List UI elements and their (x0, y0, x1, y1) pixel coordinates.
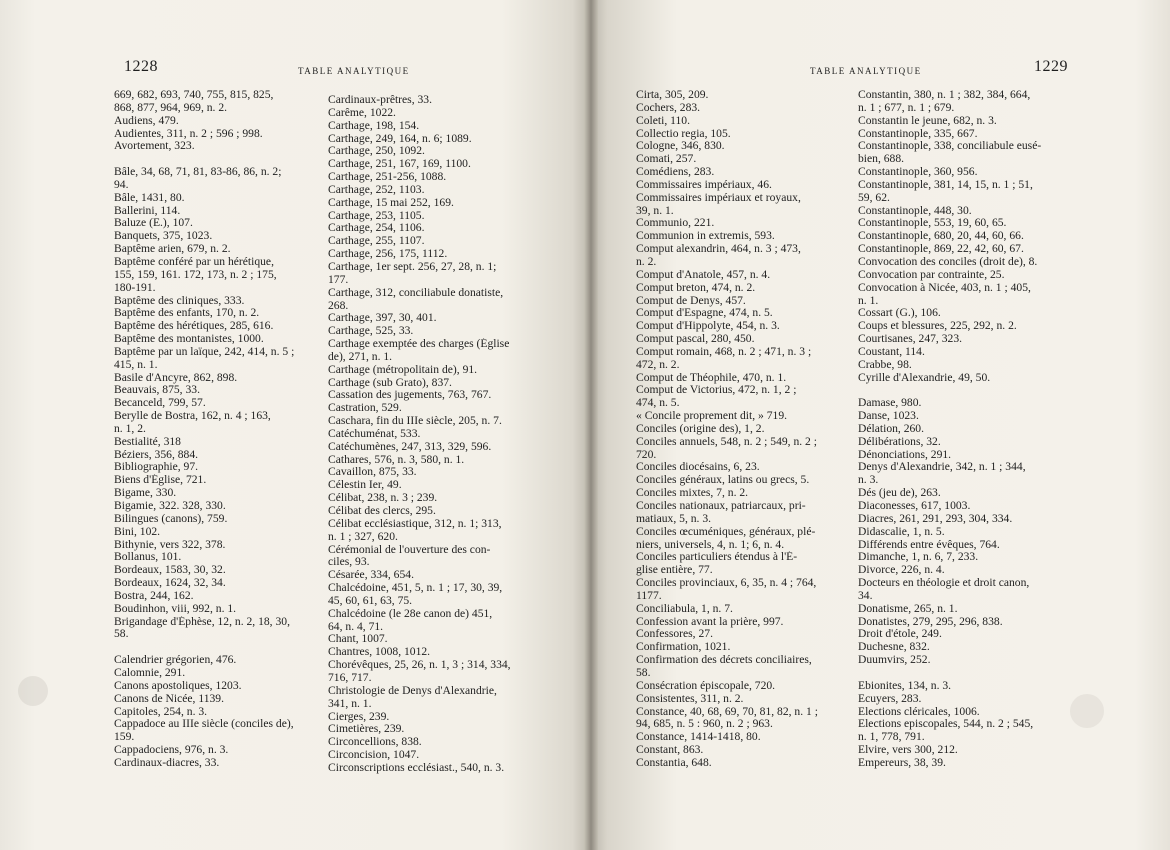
index-entry-line: Comput romain, 468, n. 2 ; 471, n. 3 ; (636, 345, 812, 358)
index-entry-line: glise entière, 77. (636, 564, 713, 577)
index-entry-line: Cossart (G.), 106. (858, 307, 941, 320)
index-entry-line: Carthage, 198, 154. (328, 119, 420, 132)
index-entry-line: Chalcédoine, 451, 5, n. 1 ; 17, 30, 39, (328, 582, 503, 595)
index-column-right-2 (858, 89, 1068, 770)
index-entry-line: 415, n. 1. (114, 358, 158, 371)
index-entry-line: Célibat, 238, n. 3 ; 239. (328, 492, 438, 505)
index-entry-line: Cavaillon, 875, 33. (328, 466, 417, 479)
index-entry-line: Délation, 260. (858, 422, 925, 435)
index-entry-line: Crabbe, 98. (858, 358, 912, 371)
index-entry-line: Conciles généraux, latins ou grecs, 5. (636, 474, 810, 487)
index-entry-line: 268. (328, 299, 349, 312)
index-entry-line: Cyrille d'Alexandrie, 49, 50. (858, 371, 991, 384)
index-entry-line: 94, 685, n. 5 : 960, n. 2 ; 963. (636, 718, 773, 731)
index-entry-line: Conciles mixtes, 7, n. 2. (636, 487, 749, 500)
index-entry-line: Danse, 1023. (858, 410, 919, 423)
index-entry-line: Castration, 529. (328, 402, 402, 415)
index-entry-line: Courtisanes, 247, 323. (858, 333, 963, 346)
index-entry-line: Comput d'Anatole, 457, n. 4. (636, 268, 771, 281)
index-entry-line: Bigamie, 322. 328, 330. (114, 500, 226, 512)
index-entry-line: Constantinople, 448, 30. (858, 204, 972, 217)
index-entry-line: Commissaires impériaux et royaux, (636, 191, 801, 204)
index-entry-line: Comput de Denys, 457. (636, 294, 746, 307)
index-entry-line: Collectio regia, 105. (636, 127, 731, 140)
index-entry-line: Baptême des hérétiques, 285, 616. (114, 320, 274, 333)
index-entry-line: 868, 877, 964, 969, n. 2. (114, 101, 228, 114)
index-entry-line: Becanceld, 799, 57. (114, 397, 206, 410)
index-entry-line: Constantinople, 360, 956. (858, 166, 978, 179)
index-column-left-1 (114, 89, 332, 770)
index-entry-line: Carthage, 249, 164, n. 6; 1089. (328, 132, 472, 145)
index-entry-line: Bithynie, vers 322, 378. (114, 538, 226, 551)
index-entry-line: 159. (114, 731, 135, 744)
page-smudge (18, 676, 48, 706)
index-entry-line: Baluze (E.), 107. (114, 217, 193, 230)
index-entry-line: Célibat des clercs, 295. (328, 505, 436, 517)
index-entry-line: 177. (328, 273, 349, 286)
running-head-right: TABLE ANALYTIQUE (810, 66, 922, 76)
index-entry-line: n. 2. (636, 255, 657, 268)
index-entry-line: Conciles diocésains, 6, 23. (636, 461, 760, 474)
index-entry-line: Baptême arien, 679, n. 2. (114, 243, 231, 256)
index-entry-line: Chorévêques, 25, 26, n. 1, 3 ; 314, 334, (328, 659, 511, 672)
index-entry-line: niers, universels, 4, n. 1; 6, n. 4. (636, 538, 785, 551)
index-entry-line: Convocation à Nicée, 403, n. 1 ; 405, (858, 281, 1031, 294)
index-entry-line: Célestin Ier, 49. (328, 479, 402, 492)
index-entry-line: Coups et blessures, 225, 292, n. 2. (858, 320, 1017, 333)
index-entry-line: Ballerini, 114. (114, 204, 181, 217)
index-entry-line: Carthage, 1er sept. 256, 27, 28, n. 1; (328, 260, 497, 273)
index-entry-line: de), 271, n. 1. (328, 350, 393, 363)
index-entry-line: Carthage, 15 mai 252, 169. (328, 196, 454, 209)
index-entry-line: « Concile proprement dit, » 719. (636, 410, 788, 423)
index-entry-line: 341, n. 1. (328, 697, 372, 710)
index-entry-line: Conciles nationaux, patriarcaux, pri- (636, 500, 806, 512)
index-entry-line: Comput pascal, 280, 450. (636, 333, 755, 346)
index-entry-line: Elections episcopales, 544, n. 2 ; 545, (858, 718, 1034, 731)
index-entry-line: Chantres, 1008, 1012. (328, 646, 431, 659)
index-blank-line (858, 384, 1068, 397)
index-entry-line: Carthage, 397, 30, 401. (328, 312, 437, 325)
index-entry-line: Boudinhon, viii, 992, n. 1. (114, 602, 237, 615)
index-entry-line: Cirta, 305, 209. (636, 89, 709, 101)
index-entry-line: Bollanus, 101. (114, 551, 182, 564)
index-entry-line: 39, n. 1. (636, 204, 674, 217)
index-entry-line: Confessores, 27. (636, 628, 713, 641)
index-entry-line: Carthage, 252, 1103. (328, 183, 425, 196)
index-entry-line: 64, n. 4, 71. (328, 620, 384, 633)
index-entry-line: Bordeaux, 1583, 30, 32. (114, 564, 226, 577)
index-entry-line: Christologie de Denys d'Alexandrie, (328, 684, 497, 697)
index-entry-line: 45, 60, 61, 63, 75. (328, 594, 413, 607)
index-entry-line: Carthage, 254, 1106. (328, 222, 425, 235)
index-entry-line: Dés (jeu de), 263. (858, 487, 941, 500)
index-entry-line: n. 1, 2. (114, 422, 146, 435)
index-entry-line: Chalcédoine (le 28e canon de) 451, (328, 607, 493, 620)
index-entry-line: Damase, 980. (858, 397, 922, 410)
index-entry-line: Communion in extremis, 593. (636, 230, 775, 243)
index-entry-line: Beauvais, 875, 33. (114, 384, 200, 397)
index-entry-line: Constantinople, 553, 19, 60, 65. (858, 217, 1007, 230)
index-entry-line: Baptême par un laïque, 242, 414, n. 5 ; (114, 345, 295, 358)
index-entry-line: Commissaires impériaux, 46. (636, 178, 772, 191)
index-entry-line: Béziers, 356, 884. (114, 448, 199, 461)
index-entry-line: Consécration épiscopale, 720. (636, 679, 776, 692)
index-entry-line: Caschara, fin du IIIe siècle, 205, n. 7. (328, 415, 502, 428)
index-entry-line: Diacres, 261, 291, 293, 304, 334. (858, 512, 1013, 525)
index-entry-line: ciles, 93. (328, 556, 370, 569)
index-blank-line (114, 153, 332, 166)
index-entry-line: Comput alexandrin, 464, n. 3 ; 473, (636, 243, 801, 256)
index-entry-line: Baptême des enfants, 170, n. 2. (114, 307, 260, 320)
index-entry-line: Coustant, 114. (858, 345, 925, 358)
index-entry-line: Carthage (métropolitain de), 91. (328, 363, 478, 376)
index-entry-line: 34. (858, 589, 873, 602)
index-entry-line: Comput de Victorius, 472, n. 1, 2 ; (636, 384, 797, 397)
index-entry-line: Carthage, 251-256, 1088. (328, 171, 447, 184)
index-entry-line: Constantinople, 869, 22, 42, 60, 67. (858, 243, 1024, 256)
index-entry-line: bien, 688. (858, 153, 905, 166)
index-entry-line: n. 1, 778, 791. (858, 731, 925, 744)
index-entry-line: Conciles (origine des), 1, 2. (636, 422, 765, 435)
running-head-left: TABLE ANALYTIQUE (298, 66, 410, 76)
index-entry-line: Carthage exemptée des charges (Église (328, 338, 510, 351)
index-entry-line: Comput breton, 474, n. 2. (636, 281, 756, 294)
index-entry-line: Bâle, 34, 68, 71, 81, 83-86, 86, n. 2; (114, 166, 282, 179)
index-entry-line: Dénonciations, 291. (858, 448, 952, 461)
index-entry-line: Convocation par contrainte, 25. (858, 268, 1005, 281)
index-entry-line: Biens d'Église, 721. (114, 474, 207, 487)
index-entry-line: matiaux, 5, n. 3. (636, 512, 712, 525)
index-entry-line: 59, 62. (858, 191, 890, 204)
index-entry-line: Bigame, 330. (114, 487, 177, 500)
index-entry-line: Cardinaux-diacres, 33. (114, 756, 220, 769)
index-entry-line: Circoncision, 1047. (328, 749, 420, 762)
index-entry-line: Conciles annuels, 548, n. 2 ; 549, n. 2 ; (636, 435, 817, 448)
index-entry-line: 1177. (636, 589, 662, 602)
index-entry-line: 180-191. (114, 281, 156, 294)
index-entry-line: Carthage, 525, 33. (328, 325, 414, 338)
index-entry-line: Carthage, 312, conciliabule donatiste, (328, 286, 504, 299)
index-entry-line: Carême, 1022. (328, 106, 396, 119)
index-entry-line: 58. (114, 628, 129, 641)
index-blank-line (858, 667, 1068, 680)
index-entry-line: Circoncellions, 838. (328, 736, 422, 749)
index-entry-line: Confirmation, 1021. (636, 641, 731, 654)
index-entry-line: Docteurs en théologie et droit canon, (858, 577, 1030, 590)
index-entry-line: Banquets, 375, 1023. (114, 230, 213, 243)
index-entry-line: Carthage, 255, 1107. (328, 235, 425, 248)
index-entry-line: Diaconesses, 617, 1003. (858, 500, 971, 512)
index-entry-line: Constantinople, 381, 14, 15, n. 1 ; 51, (858, 178, 1033, 191)
index-entry-line: 155, 159, 161. 172, 173, n. 2 ; 175, (114, 268, 277, 281)
index-entry-line: Confirmation des décrets conciliaires, (636, 654, 812, 667)
index-entry-line: Didascalie, 1, n. 5. (858, 525, 945, 538)
index-entry-line: 58. (636, 666, 651, 679)
index-entry-line: Avortement, 323. (114, 140, 195, 153)
index-entry-line: 472, n. 2. (636, 358, 680, 371)
index-entry-line: Cardinaux-prêtres, 33. (328, 94, 432, 106)
index-entry-line: Bestialité, 318 (114, 435, 181, 448)
index-entry-line: 720. (636, 448, 657, 461)
index-entry-line: 669, 682, 693, 740, 755, 815, 825, (114, 89, 274, 101)
index-entry-line: Constant, 863. (636, 744, 704, 757)
index-entry-line: Cappadoce au IIIe siècle (conciles de), (114, 718, 294, 731)
index-entry-line: Berylle de Bostra, 162, n. 4 ; 163, (114, 410, 271, 423)
index-entry-line: Ecuyers, 283. (858, 692, 922, 705)
index-entry-line: Coleti, 110. (636, 114, 690, 127)
index-entry-line: Comput d'Hippolyte, 454, n. 3. (636, 320, 780, 333)
index-entry-line: Circonscriptions ecclésiast., 540, n. 3. (328, 761, 505, 774)
index-entry-line: Canons apostoliques, 1203. (114, 679, 242, 692)
index-entry-line: Différends entre évêques, 764. (858, 538, 1000, 551)
index-entry-line: Célibat ecclésiastique, 312, n. 1; 313, (328, 517, 502, 530)
index-entry-line: Empereurs, 38, 39. (858, 756, 946, 769)
index-entry-line: Brigandage d'Éphèse, 12, n. 2, 18, 30, (114, 615, 290, 628)
index-entry-line: Basile d'Ancyre, 862, 898. (114, 371, 238, 384)
index-entry-line: Carthage, 250, 1092. (328, 145, 425, 158)
index-entry-line: Communio, 221. (636, 217, 715, 230)
page-number-left: 1228 (124, 58, 158, 75)
index-entry-line: Délibérations, 32. (858, 435, 941, 448)
index-entry-line: Conciles provinciaux, 6, 35, n. 4 ; 764, (636, 577, 817, 590)
index-entry-line: Cochers, 283. (636, 101, 701, 114)
right-page (590, 0, 1170, 850)
index-entry-line: Elections cléricales, 1006. (858, 705, 980, 718)
index-entry-line: Cathares, 576, n. 3, 580, n. 1. (328, 453, 465, 466)
index-entry-line: Comédiens, 283. (636, 166, 715, 179)
index-entry-line: Capitoles, 254, n. 3. (114, 705, 208, 718)
index-entry-line: Constantinople, 335, 667. (858, 127, 978, 140)
index-entry-line: Baptême des cliniques, 333. (114, 294, 245, 307)
index-entry-line: Calendrier grégorien, 476. (114, 654, 237, 667)
index-entry-line: Chant, 1007. (328, 633, 388, 646)
index-column-right-1 (636, 89, 856, 770)
index-entry-line: Consistentes, 311, n. 2. (636, 692, 744, 705)
index-entry-line: Cologne, 346, 830. (636, 140, 725, 153)
index-entry-line: Carthage, 256, 175, 1112. (328, 248, 448, 261)
index-column-left-2 (328, 94, 554, 775)
index-entry-line: Carthage, 251, 167, 169, 1100. (328, 158, 471, 171)
index-entry-line: Conciliabula, 1, n. 7. (636, 602, 733, 615)
index-entry-line: n. 3. (858, 474, 879, 487)
page-smudge (1070, 694, 1104, 728)
index-entry-line: Bostra, 244, 162. (114, 589, 194, 602)
index-entry-line: 94. (114, 178, 129, 191)
index-entry-line: Donatistes, 279, 295, 296, 838. (858, 615, 1003, 628)
index-entry-line: Bordeaux, 1624, 32, 34. (114, 577, 226, 590)
index-entry-line: n. 1. (858, 294, 879, 307)
index-entry-line: Constance, 40, 68, 69, 70, 81, 82, n. 1 ; (636, 705, 818, 718)
index-entry-line: Carthage, 253, 1105. (328, 209, 425, 222)
index-entry-line: Carthage (sub Grato), 837. (328, 376, 452, 389)
index-entry-line: Constantinople, 338, conciliabule eusé- (858, 140, 1042, 153)
index-entry-line: Elvire, vers 300, 212. (858, 744, 958, 757)
index-entry-line: Dimanche, 1, n. 6, 7, 233. (858, 551, 979, 564)
book-gutter (584, 0, 598, 850)
index-entry-line: 474, n. 5. (636, 397, 680, 410)
index-entry-line: Constantin le jeune, 682, n. 3. (858, 114, 997, 127)
index-entry-line: Ebionites, 134, n. 3. (858, 679, 952, 692)
index-entry-line: Comput d'Espagne, 474, n. 5. (636, 307, 773, 320)
index-entry-line: Comati, 257. (636, 153, 697, 166)
index-entry-line: Catéchumènes, 247, 313, 329, 596. (328, 440, 492, 453)
index-entry-line: Baptême conféré par un hérétique, (114, 255, 274, 268)
index-entry-line: Cérémonial de l'ouverture des con- (328, 543, 491, 556)
index-entry-line: Conciles œcuméniques, généraux, plé- (636, 525, 816, 538)
index-entry-line: Confession avant la prière, 997. (636, 615, 784, 628)
index-entry-line: Calomnie, 291. (114, 666, 186, 679)
index-entry-line: Constance, 1414-1418, 80. (636, 731, 761, 744)
page-number-right: 1229 (1034, 58, 1068, 75)
index-blank-line (114, 641, 332, 654)
index-entry-line: Donatisme, 265, n. 1. (858, 602, 958, 615)
index-entry-line: Audientes, 311, n. 2 ; 596 ; 998. (114, 127, 263, 140)
index-entry-line: Constantin, 380, n. 1 ; 382, 384, 664, (858, 89, 1031, 101)
index-entry-line: Constantia, 648. (636, 756, 712, 769)
index-entry-line: Cierges, 239. (328, 710, 390, 723)
index-entry-line: Divorce, 226, n. 4. (858, 564, 945, 577)
index-entry-line: n. 1 ; 677, n. 1 ; 679. (858, 101, 955, 114)
index-entry-line: Bibliographie, 97. (114, 461, 199, 474)
index-entry-line: Duchesne, 832. (858, 641, 930, 654)
index-entry-line: 716, 717. (328, 671, 372, 684)
index-entry-line: n. 1 ; 327, 620. (328, 530, 398, 543)
index-entry-line: Bini, 102. (114, 525, 161, 538)
index-entry-line: Catéchuménat, 533. (328, 427, 421, 440)
index-entry-line: Cappadociens, 976, n. 3. (114, 744, 229, 757)
index-entry-line: Denys d'Alexandrie, 342, n. 1 ; 344, (858, 461, 1026, 474)
index-entry-line: Audiens, 479. (114, 114, 179, 127)
index-entry-line: Duumvirs, 252. (858, 654, 931, 667)
index-entry-line: Bilingues (canons), 759. (114, 512, 228, 525)
index-entry-line: Canons de Nicée, 1139. (114, 692, 225, 705)
index-entry-line: Constantinople, 680, 20, 44, 60, 66. (858, 230, 1024, 243)
index-entry-line: Droit d'étole, 249. (858, 628, 942, 641)
index-entry-line: Comput de Théophile, 470, n. 1. (636, 371, 787, 384)
index-entry-line: Convocation des conciles (droit de), 8. (858, 255, 1038, 268)
index-entry-line: Césarée, 334, 654. (328, 569, 414, 582)
index-entry-line: Bâle, 1431, 80. (114, 191, 185, 204)
index-entry-line: Baptême des montanistes, 1000. (114, 333, 264, 346)
index-entry-line: Cimetières, 239. (328, 723, 405, 736)
index-entry-line: Cassation des jugements, 763, 767. (328, 389, 492, 402)
index-entry-line: Conciles particuliers étendus à l'É- (636, 551, 798, 564)
